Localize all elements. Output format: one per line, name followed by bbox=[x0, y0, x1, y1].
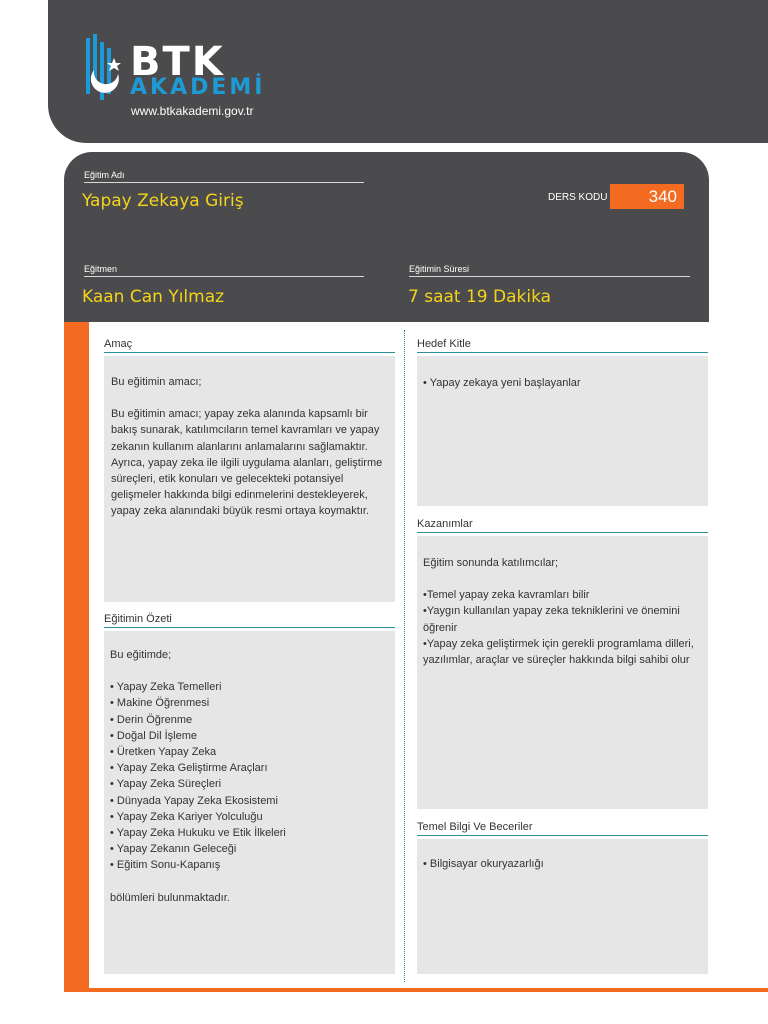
list-item: •Yapay zeka geliştirmek için gerekli programlama dilleri, yazılımlar, araçlar ve süreçler hakkında bilgi sahibi olur bbox=[423, 637, 694, 667]
hedef-content bbox=[423, 375, 701, 391]
orange-bottom-bar bbox=[64, 988, 768, 992]
list-item: • Yapay Zeka Geliştirme Araçları bbox=[110, 762, 268, 775]
btk-logo-icon bbox=[84, 34, 128, 102]
course-name-label: Eğitim Adı bbox=[84, 170, 125, 180]
instructor-label: Eğitmen bbox=[84, 264, 118, 274]
section-title-temel: Temel Bilgi Ve Beceriler bbox=[417, 821, 533, 833]
list-item: • Bilgisayar okuryazarlığı bbox=[423, 858, 544, 870]
divider bbox=[417, 532, 708, 533]
kazanimlar-content bbox=[423, 555, 699, 668]
hedef-list bbox=[423, 375, 701, 391]
ozet-outro: bölümleri bulunmaktadır. bbox=[110, 891, 230, 904]
orange-side-bar bbox=[64, 322, 89, 992]
ozet-content bbox=[110, 647, 388, 906]
list-item: • Yapay Zeka Süreçleri bbox=[110, 778, 222, 791]
logo-subtitle: AKADEMİ bbox=[130, 75, 266, 100]
kazanimlar-intro: Eğitim sonunda katılımcılar; bbox=[423, 557, 559, 569]
divider bbox=[409, 276, 690, 277]
column-separator bbox=[404, 330, 405, 982]
instructor-name: Kaan Can Yılmaz bbox=[82, 287, 225, 307]
ozet-intro: Bu eğitimde; bbox=[110, 649, 172, 661]
list-item: • Doğal Dil İşleme bbox=[110, 729, 197, 742]
list-item: • Makine Öğrenmesi bbox=[110, 697, 210, 710]
course-duration: 7 saat 19 Dakika bbox=[408, 287, 552, 307]
course-code: 340 bbox=[648, 187, 677, 206]
section-title-amac: Amaç bbox=[104, 338, 133, 350]
divider bbox=[84, 276, 364, 277]
course-code-label: DERS KODU bbox=[548, 192, 608, 203]
divider bbox=[417, 835, 708, 836]
divider bbox=[84, 182, 364, 183]
course-name: Yapay Zekaya Giriş bbox=[82, 191, 244, 211]
kazanimlar-list bbox=[423, 587, 699, 668]
list-item: • Dünyada Yapay Zeka Ekosistemi bbox=[110, 794, 278, 807]
list-item: • Yapay Zekanın Geleceği bbox=[110, 843, 237, 856]
website-url[interactable]: www.btkakademi.gov.tr bbox=[131, 104, 254, 118]
section-title-kazanimlar: Kazanımlar bbox=[417, 518, 473, 530]
amac-content bbox=[111, 374, 387, 520]
divider bbox=[417, 352, 708, 353]
list-item: • Yapay Zeka Hukuku ve Etik İlkeleri bbox=[110, 827, 286, 840]
divider bbox=[104, 627, 395, 628]
list-item: • Derin Öğrenme bbox=[110, 713, 193, 726]
temel-list bbox=[423, 856, 701, 872]
list-item: • Eğitim Sonu-Kapanış bbox=[110, 859, 221, 872]
list-item: • Üretken Yapay Zeka bbox=[110, 746, 217, 759]
list-item: •Temel yapay zeka kavramları bilir bbox=[423, 589, 590, 602]
list-item: • Yapay zekaya yeni başlayanlar bbox=[423, 377, 581, 389]
temel-content bbox=[423, 856, 701, 872]
divider bbox=[104, 352, 395, 353]
ozet-list bbox=[110, 679, 388, 873]
list-item: •Yaygın kullanılan yapay zeka tekniklerini ve önemini öğrenir bbox=[423, 605, 680, 634]
logo-wordmark: BTK bbox=[130, 39, 225, 85]
duration-label: Eğitimin Süresi bbox=[409, 264, 470, 274]
section-title-hedef: Hedef Kitle bbox=[417, 338, 471, 350]
list-item: • Yapay Zeka Temelleri bbox=[110, 681, 222, 694]
section-title-ozet: Eğitimin Özeti bbox=[104, 613, 172, 625]
amac-text: Bu eğitimin amacı; yapay zeka alanında kapsamlı bir bakış sunarak, katılımcıların temel kavramları ve yapay zekanın kullanım alanlarını anlamalarını sağlamaktır. Ayrıca, yapay zeka ile ilgili uygulama alanları, geliştirme süreçleri, etik konuları ve gelecekteki potansiyel gelişmeler hakkında bilgi edinmelerini destekleyerek, yapay zeka alanındaki büyük resmi ortaya koymaktır. bbox=[111, 408, 383, 518]
list-item: • Yapay Zeka Kariyer Yolculuğu bbox=[110, 810, 263, 823]
amac-intro: Bu eğitimin amacı; bbox=[111, 376, 202, 388]
